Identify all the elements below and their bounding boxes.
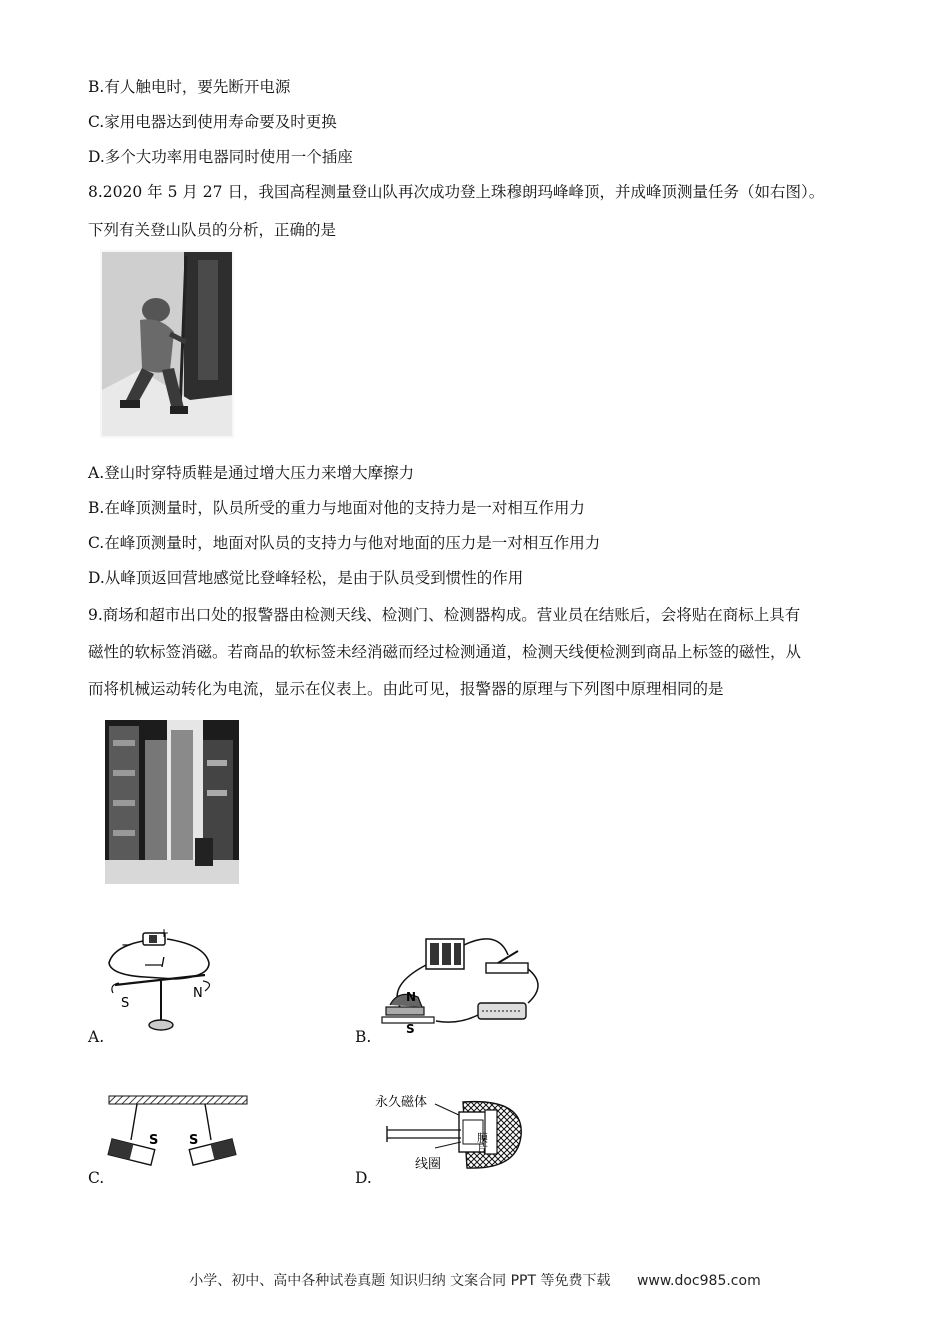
current-label: I	[161, 956, 165, 971]
q8-stem-line2: 下列有关登山队员的分析，正确的是	[88, 221, 337, 239]
figure-b-circuit	[378, 925, 544, 1037]
q7-option-b: B.有人触电时，要先断开电源	[88, 78, 291, 96]
north-label: N	[193, 986, 203, 1001]
q7-option-d: D.多个大功率用电器同时使用一个插座	[88, 148, 353, 166]
left-south-label: S	[149, 1133, 159, 1148]
q9-stem-line1: 9.商场和超市出口处的报警器由检测天线、检测门、检测器构成。营业员在结账后，会将贴在商标上具有	[88, 606, 801, 624]
option-d-label: D.	[355, 1169, 372, 1187]
climber-photo	[100, 250, 234, 438]
south-label: S	[406, 1022, 415, 1036]
store-exit-photo	[105, 720, 239, 884]
q9-stem-line2: 磁性的软标签消磁。若商品的软标签未经消磁而经过检测通道，检测天线便检测到商品上标签的磁性，从	[88, 643, 802, 661]
q8-option-a: A.登山时穿特质鞋是通过增大压力来增大摩擦力	[88, 464, 415, 482]
footer-url[interactable]: www.doc985.com	[636, 1273, 761, 1289]
figure-d-microphone	[375, 1090, 525, 1176]
option-c-label: C.	[88, 1169, 105, 1187]
coil-label: 线圈	[415, 1157, 442, 1172]
north-label: N	[406, 990, 417, 1004]
q8-option-b: B.在峰顶测量时，队员所受的重力与地面对他的支持力是一对相互作用力	[88, 499, 585, 517]
q8-option-d: D.从峰顶返回营地感觉比登峰轻松，是由于队员受到惯性的作用	[88, 569, 524, 587]
south-label: S	[121, 996, 130, 1011]
plus-label: +	[159, 926, 170, 940]
q8-option-c: C.在峰顶测量时，地面对队员的支持力与他对地面的压力是一对相互作用力	[88, 534, 601, 552]
magnet-label: 永久磁体	[375, 1095, 428, 1110]
q7-option-c: C.家用电器达到使用寿命要及时更换	[88, 113, 337, 131]
q8-stem-line1: 8.2020 年 5 月 27 日，我国高程测量登山队再次成功登上珠穆朗玛峰峰顶，并成峰顶测量任务（如右图）。	[88, 183, 825, 201]
option-a-label: A.	[88, 1028, 105, 1046]
switch-icon	[486, 963, 528, 973]
right-south-label: S	[189, 1133, 199, 1148]
diaphragm-label: 膜片	[475, 1132, 489, 1154]
footer-text: 小学、初中、高中各种试卷真题 知识归纳 文案合同 PPT 等免费下载	[189, 1273, 611, 1289]
page-footer	[0, 1270, 950, 1290]
q9-stem-line3: 而将机械运动转化为电流，显示在仪表上。由此可见，报警器的原理与下列图中原理相同的是	[88, 680, 724, 698]
figure-c-magnets	[105, 1092, 250, 1174]
option-b-label: B.	[355, 1028, 372, 1046]
figure-a-oersted	[105, 925, 215, 1035]
left-bar-magnet	[108, 1139, 155, 1165]
minus-label: −	[121, 938, 132, 953]
